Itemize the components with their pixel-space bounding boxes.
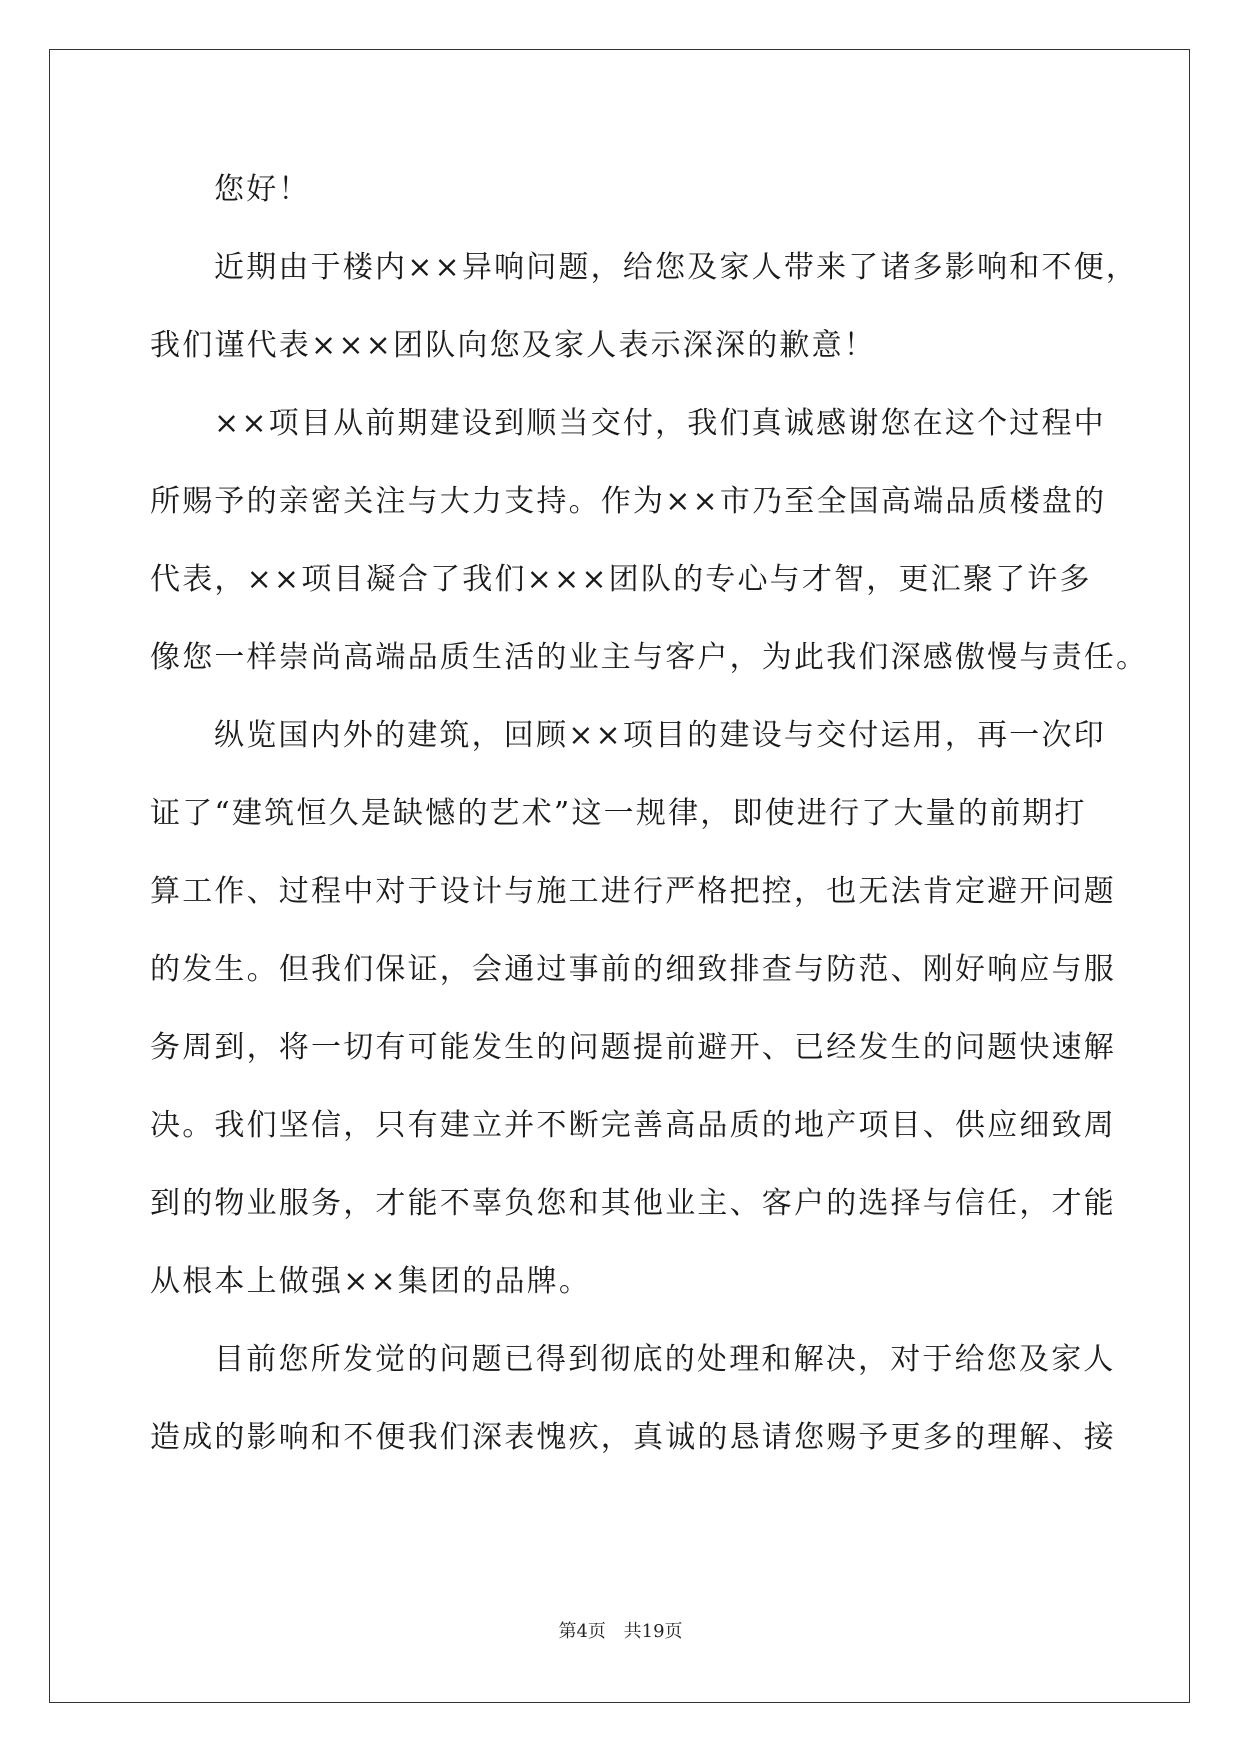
paragraph-line: 像您一样崇尚高端品质生活的业主与客户，为此我们深感傲慢与责任。 xyxy=(150,640,1149,675)
paragraph-line: 我们谨代表×××团队向您及家人表示深深的歉意！ xyxy=(150,328,877,363)
page-number: 第4页 xyxy=(558,1621,606,1642)
paragraph-line: 务周到，将一切有可能发生的问题提前避开、已经发生的问题快速解 xyxy=(150,1030,1116,1065)
paragraph-line: 近期由于楼内××异响问题，给您及家人带来了诸多影响和不便， xyxy=(214,250,1139,285)
paragraph-line: 算工作、过程中对于设计与施工进行严格把控，也无法肯定避开问题 xyxy=(150,874,1116,909)
paragraph-line: 造成的影响和不便我们深表愧疚，真诚的恳请您赐予更多的理解、接 xyxy=(150,1420,1116,1455)
paragraph-line: 所赐予的亲密关注与大力支持。作为××市乃至全国高端品质楼盘的 xyxy=(150,484,1107,519)
greeting-line: 您好！ xyxy=(214,172,311,207)
paragraph-line: 证了“建筑恒久是缺憾的艺术”这一规律，即使进行了大量的前期打 xyxy=(150,796,1087,831)
paragraph-line: 目前您所发觉的问题已得到彻底的处理和解决，对于给您及家人 xyxy=(214,1342,1116,1377)
page-footer xyxy=(0,1617,1241,1643)
page-total: 共19页 xyxy=(623,1621,683,1642)
letter-body xyxy=(150,170,1149,1496)
paragraph-line: 的发生。但我们保证，会通过事前的细致排查与防范、刚好响应与服 xyxy=(150,952,1116,987)
paragraph-line: 决。我们坚信，只有建立并不断完善高品质的地产项目、供应细致周 xyxy=(150,1108,1116,1143)
paragraph-line: 纵览国内外的建筑，回顾××项目的建设与交付运用，再一次印 xyxy=(214,718,1106,753)
paragraph-line: ××项目从前期建设到顺当交付，我们真诚感谢您在这个过程中 xyxy=(214,406,1106,441)
paragraph-line: 到的物业服务，才能不辜负您和其他业主、客户的选择与信任，才能 xyxy=(150,1186,1116,1221)
paragraph-line: 代表，××项目凝合了我们×××团队的专心与才智，更汇聚了许多 xyxy=(150,562,1092,597)
paragraph-line: 从根本上做强××集团的品牌。 xyxy=(150,1264,592,1299)
